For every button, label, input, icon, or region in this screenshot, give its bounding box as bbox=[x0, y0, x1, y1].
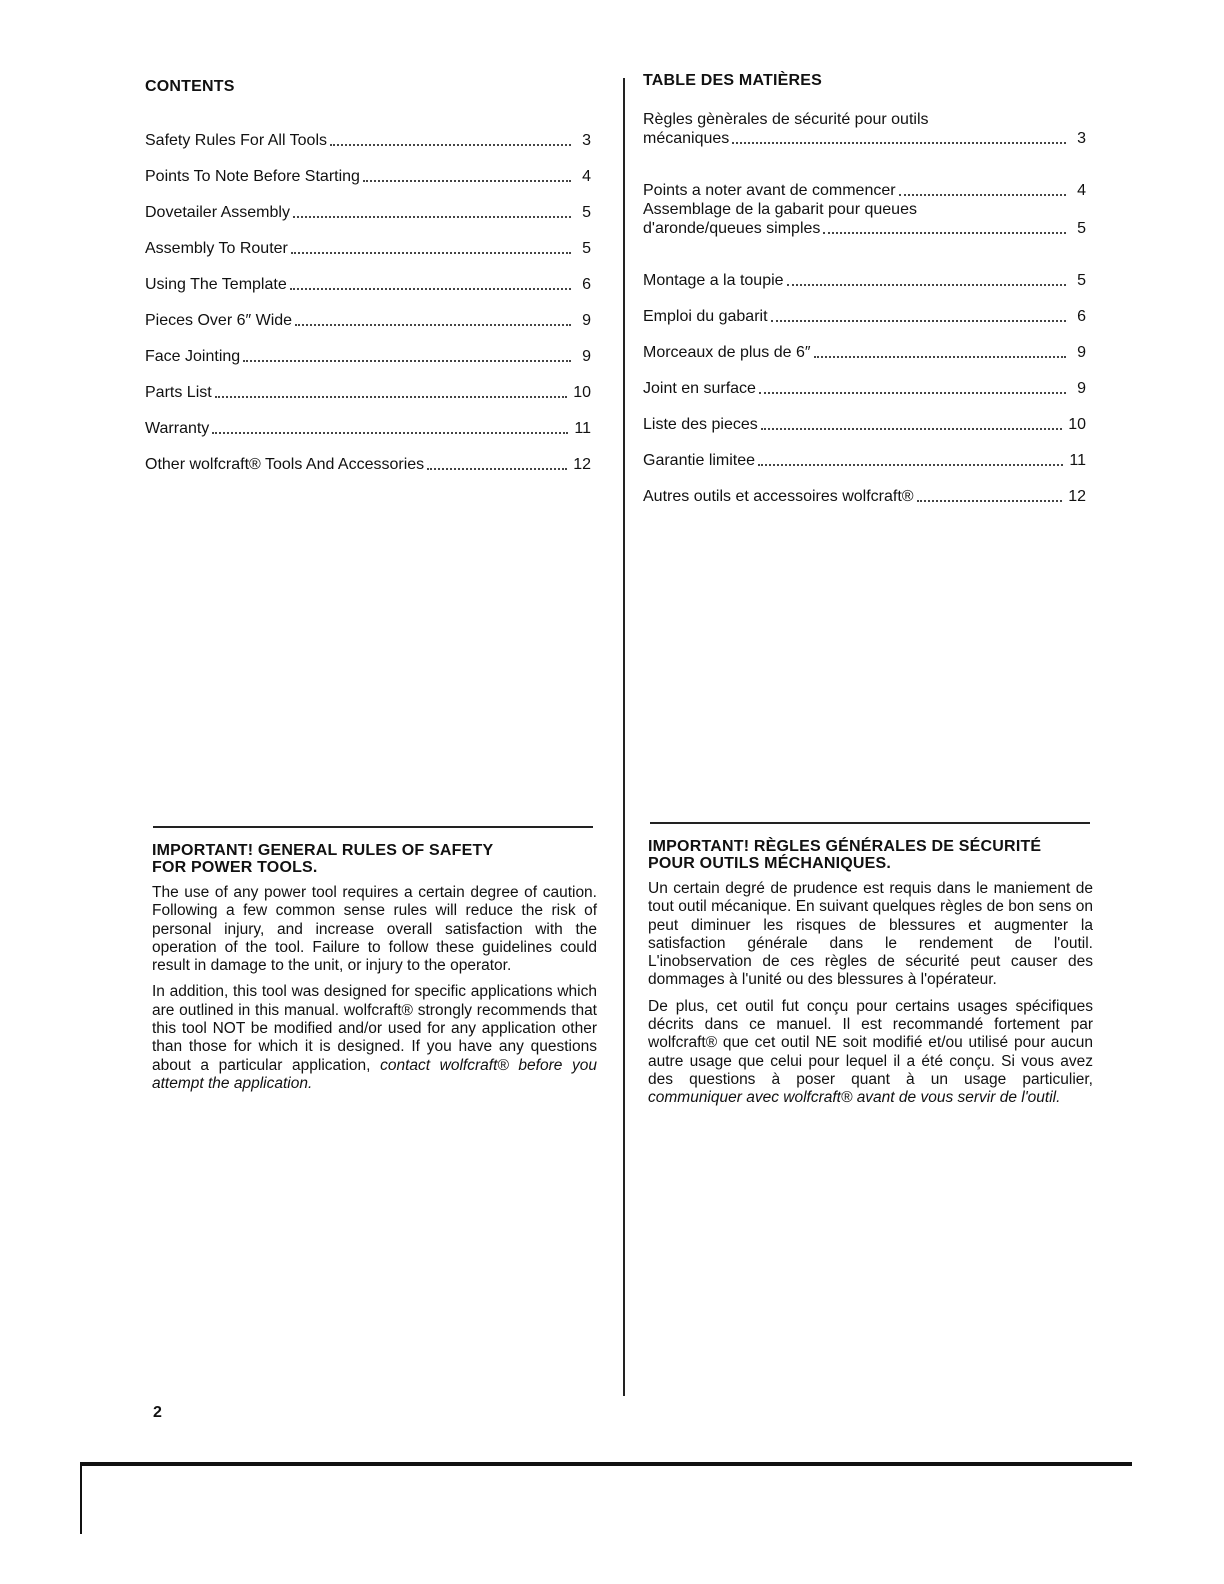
contents-english bbox=[145, 78, 591, 474]
contents-entry-page: 4 bbox=[1077, 182, 1086, 199]
contents-entry-label: Garantie limitee bbox=[643, 452, 756, 469]
dot-leader bbox=[761, 428, 1062, 430]
table-des-matieres-list bbox=[643, 110, 1086, 506]
safety-section-english bbox=[152, 842, 597, 1101]
contents-entry-line2 bbox=[643, 219, 1086, 238]
dot-leader bbox=[732, 142, 1066, 144]
contents-entry bbox=[145, 402, 591, 438]
contents-entry bbox=[643, 398, 1086, 434]
safety-heading-line2: FOR POWER TOOLS. bbox=[152, 859, 318, 876]
contents-entry bbox=[643, 362, 1086, 398]
contents-entry-label: Using The Template bbox=[145, 276, 287, 293]
contents-entry-page: 10 bbox=[1068, 416, 1086, 433]
contents-entry bbox=[643, 164, 1086, 200]
contents-entry-label: mécaniques bbox=[643, 130, 730, 147]
page-number: 2 bbox=[153, 1404, 162, 1421]
dot-leader bbox=[823, 232, 1066, 234]
contents-entry-page: 5 bbox=[1077, 272, 1086, 289]
dot-leader bbox=[759, 392, 1066, 394]
contents-entry-page: 4 bbox=[582, 168, 591, 185]
safety-heading bbox=[152, 842, 597, 876]
contents-entry bbox=[145, 186, 591, 222]
bottom-rule bbox=[80, 1462, 1132, 1466]
dot-leader bbox=[215, 396, 568, 398]
securite-heading bbox=[648, 838, 1093, 872]
securite-paragraph-2 bbox=[648, 998, 1093, 1108]
dot-leader bbox=[427, 468, 567, 470]
contents-entry bbox=[643, 110, 1086, 164]
column-divider bbox=[623, 78, 625, 1396]
contents-entry-page: 3 bbox=[1077, 130, 1086, 147]
contents-list bbox=[145, 114, 591, 474]
securite-heading-line1: IMPORTANT! RÈGLES GÉNÉRALES DE SÉCURITÉ bbox=[648, 838, 1042, 855]
bottom-corner-tick bbox=[80, 1462, 82, 1534]
dot-leader bbox=[814, 356, 1066, 358]
contents-entry-label: Autres outils et accessoires wolfcraft® bbox=[643, 488, 914, 505]
contents-entry-label: Parts List bbox=[145, 384, 212, 401]
contents-entry bbox=[643, 200, 1086, 254]
contents-entry-page: 5 bbox=[1077, 220, 1086, 237]
contents-entry-page: 12 bbox=[573, 456, 591, 473]
contents-entry bbox=[145, 114, 591, 150]
contents-entry-label: Emploi du gabarit bbox=[643, 308, 768, 325]
contents-entry-label: Joint en surface bbox=[643, 380, 756, 397]
dot-leader bbox=[363, 180, 571, 182]
dot-leader bbox=[330, 144, 571, 146]
contents-entry-page: 10 bbox=[573, 384, 591, 401]
contents-entry-label: Montage a la toupie bbox=[643, 272, 784, 289]
dot-leader bbox=[212, 432, 568, 434]
contents-entry bbox=[145, 438, 591, 474]
safety-heading-line1: IMPORTANT! GENERAL RULES OF SAFETY bbox=[152, 842, 494, 859]
contents-entry-label: Morceaux de plus de 6″ bbox=[643, 344, 811, 361]
contents-entry bbox=[145, 150, 591, 186]
contents-entry-line2 bbox=[643, 129, 1086, 148]
contents-entry-page: 11 bbox=[1069, 452, 1086, 469]
securite-paragraph-1: Un certain degré de prudence est requis dans le maniement de tout outil mécanique. En suivant quelques règles de bon sens on peut diminuer les risques de blessures et augmenter la satisfaction générale dans le rendement de l'outil. L'inobservation de ces règles de sécurité peut causer des dommages à l'unité ou des blessures à l'opérateur. bbox=[648, 880, 1093, 989]
dot-leader bbox=[291, 252, 571, 254]
contents-entry-label: Other wolfcraft® Tools And Accessories bbox=[145, 456, 425, 473]
contents-entry-label: Pieces Over 6″ Wide bbox=[145, 312, 293, 329]
contents-entry bbox=[145, 222, 591, 258]
contents-entry bbox=[643, 326, 1086, 362]
contents-entry-page: 3 bbox=[582, 132, 591, 149]
contents-entry-label: Assembly To Router bbox=[145, 240, 288, 257]
contents-entry-page: 6 bbox=[1077, 308, 1086, 325]
contents-entry-page: 5 bbox=[582, 240, 591, 257]
contents-entry-page: 9 bbox=[1077, 344, 1086, 361]
contents-entry-label: Dovetailer Assembly bbox=[145, 204, 290, 221]
safety-paragraph-2-text: In addition, this tool was designed for specific applications which are outlined in this manual. wolfcraft® strongly recommends that this tool NOT be modified and/or used for any application other than those for which it is designed. If you have any questions about a particular application, bbox=[152, 983, 597, 1074]
contents-entry-label: d'aronde/queues simples bbox=[643, 220, 821, 237]
securite-heading-line2: POUR OUTILS MÉCHANIQUES. bbox=[648, 855, 892, 872]
contents-entry-page: 9 bbox=[582, 348, 591, 365]
contents-entry-label: Points To Note Before Starting bbox=[145, 168, 360, 185]
safety-paragraph-1: The use of any power tool requires a certain degree of caution. Following a few common sense rules will reduce the risk of personal injury, and increase overall satisfaction with the operation of the tool. Failure to follow these guidelines could result in damage to the unit, or injury to the operator. bbox=[152, 884, 597, 975]
securite-paragraph-2-text: De plus, cet outil fut conçu pour certains usages spécifiques décrits dans ce manuel. Il est recommandé fortement par wolfcraft® que cet outil NE soit modifié et/ou utilisé pour aucun autre usage que celui pour lequel il a été conçu. Si vous avez des questions à poser quant à un usage particulier, bbox=[648, 997, 1093, 1088]
contents-entry-page: 12 bbox=[1068, 488, 1086, 505]
dot-leader bbox=[243, 360, 571, 362]
contents-entry bbox=[145, 366, 591, 402]
contents-entry bbox=[145, 330, 591, 366]
securite-paragraph-2-italic: communiquer avec wolfcraft® avant de vous servir de l'outil. bbox=[648, 1089, 1061, 1107]
dot-leader bbox=[293, 216, 571, 218]
contents-entry bbox=[643, 434, 1086, 470]
contents-entry bbox=[643, 254, 1086, 290]
contents-entry-label: Liste des pieces bbox=[643, 416, 758, 433]
dot-leader bbox=[917, 500, 1063, 502]
table-des-matieres-title: TABLE DES MATIÈRES bbox=[643, 72, 823, 89]
contents-entry-label: Warranty bbox=[145, 420, 210, 437]
contents-entry-page: 9 bbox=[582, 312, 591, 329]
contents-entry-page: 9 bbox=[1077, 380, 1086, 397]
dot-leader bbox=[899, 194, 1066, 196]
contents-entry-label-line1: Règles gènèrales de sécurité pour outils bbox=[643, 111, 929, 128]
contents-entry-label: Points a noter avant de commencer bbox=[643, 182, 896, 199]
contents-entry-label: Safety Rules For All Tools bbox=[145, 132, 328, 149]
safety-paragraph-2-italic: contact wolfcraft® before you attempt the application. bbox=[152, 1056, 597, 1092]
contents-entry-page: 5 bbox=[582, 204, 591, 221]
dot-leader bbox=[787, 284, 1066, 286]
dot-leader bbox=[295, 324, 571, 326]
contents-entry bbox=[643, 470, 1086, 506]
dot-leader bbox=[290, 288, 571, 290]
section-rule-french bbox=[650, 822, 1090, 824]
dot-leader bbox=[771, 320, 1066, 322]
contents-french bbox=[643, 72, 1086, 506]
contents-entry bbox=[145, 258, 591, 294]
safety-section-french bbox=[648, 838, 1093, 1116]
contents-entry bbox=[145, 294, 591, 330]
contents-entry bbox=[643, 290, 1086, 326]
contents-entry-label-line1: Assemblage de la gabarit pour queues bbox=[643, 201, 917, 218]
dot-leader bbox=[758, 464, 1063, 466]
safety-paragraph-2 bbox=[152, 983, 597, 1093]
contents-title: CONTENTS bbox=[145, 78, 235, 95]
contents-entry-label: Face Jointing bbox=[145, 348, 241, 365]
section-rule-english bbox=[153, 826, 593, 828]
contents-entry-page: 6 bbox=[582, 276, 591, 293]
contents-entry-page: 11 bbox=[574, 420, 591, 437]
